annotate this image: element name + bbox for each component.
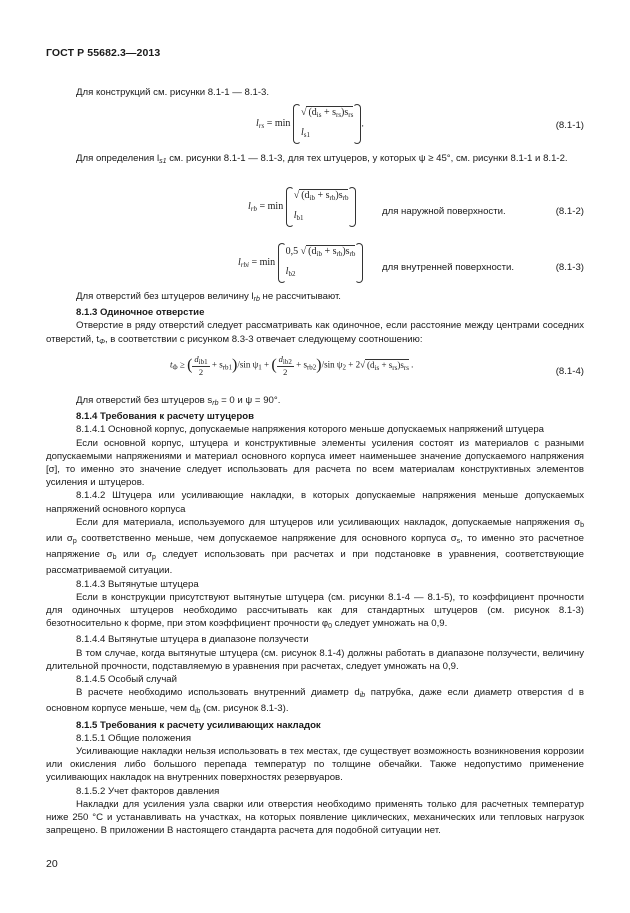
eq-lhs-sub: rb	[250, 205, 258, 213]
section-heading: 8.1.5 Требования к расчету усиливающих накладок	[76, 719, 321, 731]
paragraph-text: Если основной корпус, штуцера и конструктивные элементы усиления состоят из материалов с разными допускаемыми напряжениями и материал основного корпуса имеет наименьшее значение допускаемого напряжения [σ], то именно это значение следует использовать для расчета по всем материалам конструктивных элементов усиления и штуцеров.	[46, 437, 584, 489]
text-run: Для отверстий без штуцеров величину l	[76, 291, 254, 302]
eq-term: + s	[211, 359, 223, 370]
text-sub: rb	[253, 296, 260, 303]
eq-close: )s	[335, 190, 343, 201]
eq-sub: 2	[342, 363, 347, 372]
text-sub: s1	[159, 158, 167, 165]
eq-sub: ib2	[282, 358, 292, 366]
text-sub: p	[72, 538, 77, 546]
paragraph-ls1	[46, 152, 584, 168]
eq-lhs-sub: rs	[258, 122, 265, 130]
eq-sub: ib1	[198, 358, 208, 366]
eq-sub: rb	[329, 194, 336, 202]
frac-num: d	[194, 354, 199, 364]
eq-term: /sin ψ	[321, 359, 343, 370]
frac-den: 2	[283, 367, 288, 377]
equation-8-1-4: $t_\Phi$ ≥ ( $\frac{d_{ib1}}{2}$ + $s_{rb1})/\sin$ $\psi_1$ + ( $\frac{d_{ib2}}{2}$ + $s_{rb2})/\sin$ $\psi_2 + 2√$ $(d_{is} + s_{rs})s_{rs}$ .	[170, 354, 414, 377]
paragraph-text: Усиливающие накладки нельзя использовать в тех местах, где существует возможность возникновения коррозии или окисления либо большого перепада температур по толщине обечайки. Также недопустимо применение усиливающих накладок на внутренних поверхностях резервуаров.	[46, 746, 584, 784]
fraction	[277, 354, 294, 377]
text-run: Если в конструкции присутствуют вытянутые штуцера (см. рисунки 8.1-4 — 8.1-5), то коэффициент прочности для одиночных штуцеров необходимо рассчитывать как для стандартных штуцеров (см. рисунок 8.1-3) безотносительно к форме, при этом коэффициент прочности φ	[46, 591, 584, 630]
text-run: или σ	[116, 549, 153, 561]
eq-lhs: l	[238, 257, 241, 268]
eq-op: = min	[259, 201, 284, 212]
equation-number: (8.1-3)	[555, 262, 584, 273]
text-run: следует использовать при расчетах и при подстановке в уравнения, соответствующие рассматриваемой ситуации.	[46, 549, 584, 577]
paragraph-text: 8.1.4.1 Основной корпус, допускаемые напряжения которого меньше допускаемых напряжений штуцера	[76, 424, 545, 436]
eq-sub: rs	[392, 363, 398, 372]
eq-plus: + s	[321, 246, 337, 257]
eq-sqrt-body: (d	[367, 359, 375, 370]
text-sub: p	[152, 554, 156, 562]
paragraph-text	[46, 686, 584, 718]
text-run: или σ	[46, 533, 73, 545]
eq-second: l	[293, 210, 297, 221]
text-run: Для отверстий без штуцеров s	[76, 395, 213, 406]
eq-sub: rb	[349, 250, 356, 258]
text-run: соответственно меньше, чем допускаемое напряжение для основного корпуса σ	[76, 533, 457, 545]
paragraph-text	[46, 319, 584, 348]
eq-sub: Φ	[172, 363, 178, 372]
text-run: = 0 и ψ = 90°.	[218, 395, 281, 406]
text-sub: 0	[328, 623, 332, 631]
text-sub: b	[580, 521, 584, 529]
paren: )	[232, 356, 238, 374]
text-sub: b	[112, 554, 117, 562]
text-run: Для определения l	[76, 153, 160, 164]
eq-lhs: t	[170, 359, 173, 370]
eq-sub: b2	[288, 270, 296, 278]
eq-coef: 0,5	[285, 246, 299, 257]
paragraph-text	[46, 591, 584, 634]
equation-8-1-2: $l_{rb} = \min$ √ $(d_{ib} + s_{rb})s_{rb}$ $l_{b1}$	[248, 187, 356, 227]
equation-note: для наружной поверхности.	[382, 206, 506, 217]
body-section-813	[46, 290, 584, 349]
eq-close: )s	[341, 107, 349, 118]
paren: )	[316, 356, 322, 374]
eq-sub: ib	[309, 194, 316, 202]
eq-plus: + s	[379, 359, 393, 370]
eq-lhs: l	[248, 201, 251, 212]
eq-sub: 1	[258, 363, 262, 372]
paren: (	[271, 356, 277, 374]
eq-sub: rs	[348, 111, 354, 119]
eq-sqrt-body: (d	[301, 190, 310, 201]
eq-sub: rs	[335, 111, 342, 119]
eq-sub: rs	[403, 363, 409, 372]
fraction	[192, 354, 209, 377]
paragraph-text: 8.1.5.1 Общие положения	[76, 732, 192, 744]
eq-plus: +	[264, 359, 270, 370]
paragraph-text	[46, 152, 584, 168]
text-run: не рассчитывают.	[259, 291, 341, 302]
right-brace	[355, 243, 363, 283]
equation-8-1-3: $l_{rbi} = \min$ 0,5 √ $(d_{ib} + s_{rb})s_{rb}$ $l_{b2}$	[238, 243, 363, 283]
eq-tail: .	[411, 359, 414, 370]
text-sub: Φ	[99, 338, 105, 346]
equation-number: (8.1-4)	[555, 366, 584, 377]
eq-close: )s	[397, 359, 404, 370]
paren: (	[187, 356, 193, 374]
eq-lhs: l	[256, 118, 259, 129]
eq-op: ≥	[179, 359, 185, 370]
eq-sub: rb	[342, 194, 349, 202]
eq-sub: is	[374, 363, 380, 372]
paragraph-text: 8.1.4.4 Вытянутые штуцера в диапазоне ползучести	[76, 634, 309, 646]
text-run: Отверстие в ряду отверстий следует рассматривать как одиночное, если расстояние между центрами соседних отверстий, t	[46, 320, 584, 345]
eq-sub: ib	[316, 250, 322, 258]
paragraph-text: 8.1.4.5 Особый случай	[76, 674, 178, 686]
eq-sub: rb2	[306, 363, 317, 372]
eq-tail: .	[361, 118, 364, 130]
eq-plus: + s	[321, 107, 336, 118]
text-run: , то именно это расчетное напряжение σ	[46, 533, 584, 561]
document-header: ГОСТ Р 55682.3—2013	[46, 47, 161, 59]
right-brace	[348, 187, 356, 227]
eq-term: + s	[296, 359, 307, 370]
paragraph-text: Накладки для усиления узла сварки или отверстия необходимо применять только для расчетных температур ниже 250 °С и устанавливать на участках, на которых появление циклических, механических или тепловых нагрузок запрещено. В приложении В настоящего стандарта расчета для подобной ситуации нет.	[46, 798, 584, 837]
eq-sub: rb	[336, 250, 343, 258]
text-run: , в соответствии с рисунком 8.3-3 отвечает следующему соотношению:	[104, 333, 423, 345]
eq-sub: s1	[303, 131, 310, 139]
section-heading: 8.1.3 Одиночное отверстие	[76, 307, 205, 319]
text-sub: s	[456, 538, 461, 546]
eq-plus: + s	[315, 190, 330, 201]
intro-text: Для конструкций см. рисунки 8.1-1 — 8.1-3.	[76, 87, 270, 98]
text-sub: ib	[359, 692, 366, 700]
eq-second: l	[285, 266, 289, 277]
equation-8-1-1: $l_{rs} = \min$ √ $(d_{is} + s_{rs})s_{rs}$ $l_{s1}$ .	[256, 104, 364, 144]
eq-sub: is	[316, 111, 322, 119]
eq-plus: + 2	[348, 359, 361, 370]
eq-op: = min	[266, 118, 291, 129]
paragraph-text: 8.1.4.2 Штуцера или усиливающие накладки, в которых допускаемые напряжения меньше допускаемых напряжений основного корпуса	[46, 490, 584, 515]
frac-den: 2	[198, 367, 204, 377]
left-brace	[278, 243, 286, 283]
text-run: В расчете необходимо использовать внутренний диаметр d	[76, 687, 360, 699]
eq-lhs-sub: rbi	[240, 261, 249, 269]
text-sub: ib	[194, 708, 201, 716]
text-sub: rb	[212, 400, 219, 407]
paragraph-text: 8.1.5.2 Учет факторов давления	[76, 785, 220, 797]
section-heading: 8.1.4 Требования к расчету штуцеров	[76, 411, 255, 423]
text-run: см. рисунки 8.1-1 — 8.1-3, для тех штуцеров, у которых ψ ≥ 45°, см. рисунки 8.1-1 и 8.1-2.	[166, 153, 568, 164]
eq-sub: rb1	[222, 363, 233, 372]
eq-sqrt-body: (d	[308, 246, 317, 257]
paragraph-text	[46, 290, 584, 306]
text-run: (см. рисунок 8.1-3).	[200, 703, 289, 715]
paragraph-text: В том случае, когда вытянутые штуцера (см. рисунок 8.1-4) должны работать в диапазоне ползучести, величину длительной прочности, подставляемую в уравнения при расчетах, следует умножать на 0,9.	[46, 647, 584, 672]
frac-num: d	[278, 354, 283, 364]
paragraph-text	[46, 394, 584, 410]
left-brace	[293, 104, 301, 144]
eq-term: /sin ψ	[237, 359, 259, 370]
paragraph-text: 8.1.4.3 Вытянутые штуцера	[76, 578, 199, 590]
paragraph-text	[46, 516, 584, 578]
equation-number: (8.1-1)	[555, 120, 584, 131]
page-number: 20	[46, 858, 58, 870]
eq-op: = min	[251, 257, 276, 268]
equation-number: (8.1-2)	[555, 206, 584, 217]
eq-second: l	[300, 127, 304, 138]
equation-note: для внутренней поверхности.	[382, 262, 514, 273]
text-run: патрубка, даже если диаметр отверстия d в основном корпусе меньше, чем d	[46, 687, 584, 715]
body-main	[46, 394, 584, 838]
text-run: Если для материала, используемого для штуцеров или усиливающих накладок, допускаемые напряжения σ	[76, 516, 581, 528]
eq-close: )s	[342, 246, 350, 257]
intro-paragraph	[46, 86, 584, 99]
eq-sqrt-body: (d	[308, 107, 317, 118]
text-run: следует умножать на 0,9.	[331, 618, 448, 630]
left-brace	[286, 187, 294, 227]
eq-sub: b1	[296, 214, 304, 222]
